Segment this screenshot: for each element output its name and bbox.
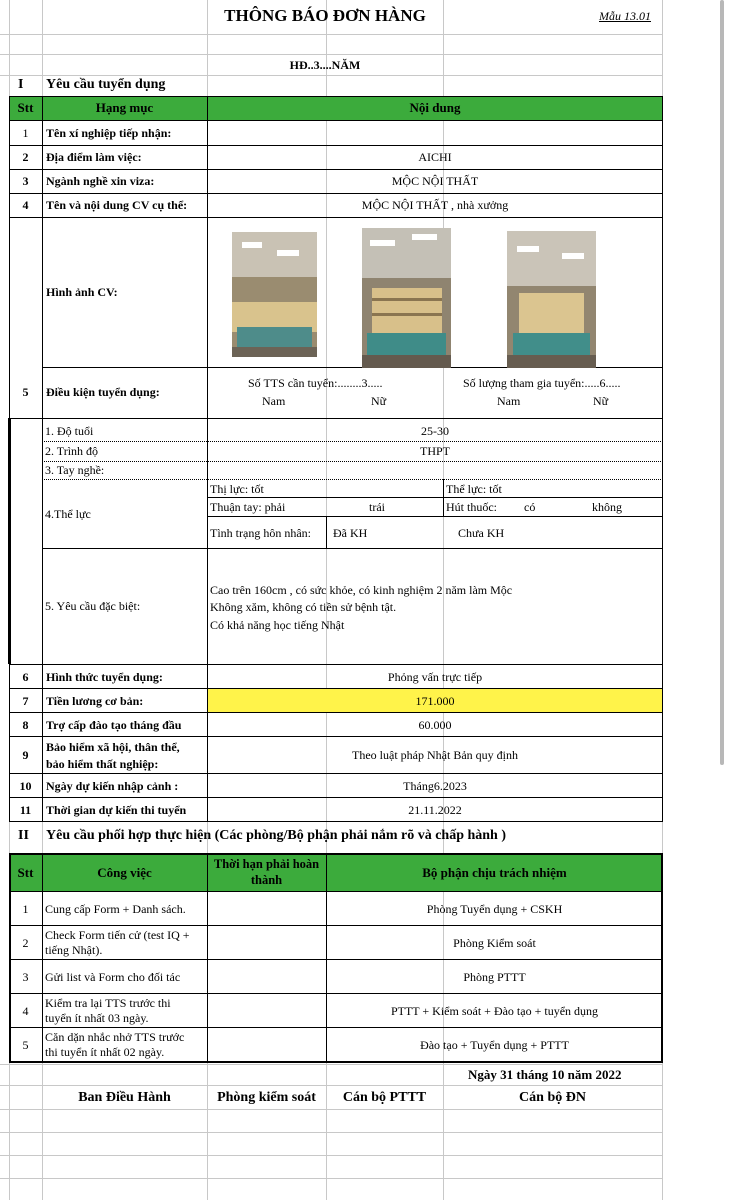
section1-title: Yêu cầu tuyển dụng (46, 77, 166, 92)
age-label: 1. Độ tuổi (45, 424, 94, 438)
page-title: THÔNG BÁO ĐƠN HÀNG (224, 6, 426, 25)
need-male: Nam (262, 394, 286, 408)
table2-col-stt: Stt (17, 865, 34, 880)
task4-text-2: tuyển ít nhất 03 ngày. (45, 1011, 149, 1025)
smoking-no: không (592, 500, 622, 514)
section2-title: Yêu cầu phối hợp thực hiện (Các phòng/Bộ phận phải nắm rõ và chấp hành ) (46, 828, 506, 843)
table1-col-content: Nội dung (409, 100, 461, 115)
row7-value: 171.000 (415, 694, 455, 708)
row8-label: Trợ cấp đào tạo tháng đầu (46, 718, 182, 732)
table1-col-stt: Stt (17, 100, 34, 115)
row8-stt: 8 (22, 718, 29, 732)
join-count: Số lượng tham gia tuyển:.....6..... (463, 376, 621, 390)
task5-dept: Đào tạo + Tuyển dụng + PTTT (420, 1038, 569, 1052)
fitness: Thể lực: tốt (446, 482, 502, 496)
task2-dept: Phòng Kiểm soát (453, 936, 536, 950)
task3-text: Gửi list và Form cho đối tác (45, 970, 181, 984)
row5-label: Điều kiện tuyển dụng: (46, 385, 160, 399)
row9-value: Theo luật pháp Nhật Bản quy định (352, 748, 518, 762)
task4-dept: PTTT + Kiểm soát + Đào tạo + tuyển dụng (390, 1004, 599, 1018)
eyesight: Thị lực: tốt (210, 482, 264, 496)
row8-value: 60.000 (418, 718, 452, 732)
row9-stt: 9 (22, 748, 29, 762)
skill-label: 3. Tay nghề: (45, 463, 105, 477)
row11-value: 21.11.2022 (408, 803, 462, 817)
task1-dept: Phòng Tuyển dụng + CSKH (426, 902, 563, 916)
join-female: Nữ (593, 394, 609, 408)
task2-text: Check Form tiến cử (test IQ + (45, 928, 190, 942)
need-count: Số TTS cần tuyển:........3..... (248, 376, 383, 390)
row7-stt: 7 (22, 694, 29, 708)
table2-col-deadline-2: thành (250, 873, 283, 887)
marital-single: Chưa KH (458, 526, 505, 540)
row3-label: Ngành nghề xin viza: (46, 174, 155, 188)
row4-label: Tên và nội dung CV cụ thể: (46, 198, 188, 212)
section2-number: II (18, 828, 29, 843)
smoking-yes: có (524, 500, 536, 514)
row6-stt: 6 (22, 670, 29, 684)
row7-label: Tiền lương cơ bản: (46, 694, 144, 708)
sign-board: Ban Điều Hành (78, 1090, 171, 1105)
workshop-photo-3 (507, 231, 596, 368)
marital-married: Đã KH (333, 526, 368, 540)
table2-col-task: Công việc (97, 865, 152, 880)
sign-date: Ngày 31 tháng 10 năm 2022 (468, 1067, 622, 1082)
row2-label: Địa điểm làm việc: (46, 150, 142, 164)
task4-text: Kiểm tra lại TTS trước thi (45, 996, 171, 1010)
special-line-3: Có khả năng học tiếng Nhật (210, 618, 345, 632)
row3-value: MỘC NỘI THẤT (391, 174, 479, 188)
sign-dn: Cán bộ ĐN (519, 1090, 586, 1105)
marital-label: Tình trạng hôn nhân: (210, 526, 311, 540)
row2-value: AICHI (418, 150, 452, 164)
sign-pttt: Cán bộ PTTT (342, 1090, 427, 1105)
task3-dept: Phòng PTTT (463, 970, 526, 984)
need-female: Nữ (371, 394, 387, 408)
row11-label: Thời gian dự kiến thi tuyển (46, 803, 187, 817)
contract-number: HĐ..3....NĂM (289, 58, 361, 72)
row9-label-2: bảo hiểm thất nghiệp: (46, 757, 159, 771)
smoking: Hút thuốc: (446, 500, 497, 514)
workshop-photo-2 (362, 228, 451, 368)
table2-col-dept: Bộ phận chịu trách nhiệm (422, 865, 567, 880)
form-code: Mẫu 13.01 (599, 9, 651, 23)
special-label: 5. Yêu cầu đặc biệt: (45, 599, 141, 613)
row1-stt: 1 (22, 126, 29, 140)
row6-value: Phỏng vấn trực tiếp (387, 670, 483, 684)
vertical-scrollbar[interactable] (720, 0, 724, 765)
task4-stt: 4 (22, 1004, 29, 1018)
task2-text-2: tiếng Nhật). (45, 943, 103, 957)
join-male: Nam (497, 394, 521, 408)
edu-label: 2. Trình độ (45, 444, 99, 458)
workshop-photo-1 (232, 232, 317, 357)
row10-label: Ngày dự kiến nhập cảnh : (46, 779, 179, 793)
row2-stt: 2 (22, 150, 29, 164)
row1-label: Tên xí nghiệp tiếp nhận: (46, 126, 172, 140)
task5-text: Căn dặn nhắc nhở TTS trước (45, 1030, 185, 1044)
section1-number: I (18, 77, 24, 92)
row5-stt: 5 (22, 385, 29, 399)
special-line-1: Cao trên 160cm , có sức khỏe, có kinh nghiệm 2 năm làm Mộc (210, 583, 513, 597)
task5-stt: 5 (22, 1038, 29, 1052)
handedness-left: trái (369, 500, 385, 514)
task5-text-2: thi tuyển ít nhất 02 ngày. (45, 1045, 165, 1059)
sign-control: Phòng kiểm soát (217, 1090, 316, 1105)
table1-col-item: Hạng mục (95, 100, 154, 115)
row4-value: MỘC NỘI THẤT , nhà xưởng (361, 198, 509, 212)
row6-label: Hình thức tuyển dụng: (46, 670, 163, 684)
row9-label: Bảo hiểm xã hội, thân thể, (46, 740, 180, 754)
row10-value: Tháng6.2023 (403, 779, 467, 793)
age-value: 25-30 (421, 424, 449, 438)
task1-stt: 1 (22, 902, 29, 916)
task2-stt: 2 (22, 936, 29, 950)
task1-text: Cung cấp Form + Danh sách. (45, 902, 186, 916)
handedness: Thuận tay: phải (210, 500, 286, 514)
edu-value: THPT (420, 444, 450, 458)
images-label: Hình ảnh CV: (46, 285, 118, 299)
physical-label: 4.Thể lực (45, 507, 91, 521)
row4-stt: 4 (22, 198, 29, 212)
task3-stt: 3 (22, 970, 29, 984)
special-line-2: Không xăm, không có tiền sử bệnh tật. (210, 600, 397, 614)
row11-stt: 11 (19, 803, 32, 817)
table2-col-deadline: Thời hạn phải hoàn (213, 857, 320, 871)
row10-stt: 10 (19, 779, 32, 793)
row3-stt: 3 (22, 174, 29, 188)
